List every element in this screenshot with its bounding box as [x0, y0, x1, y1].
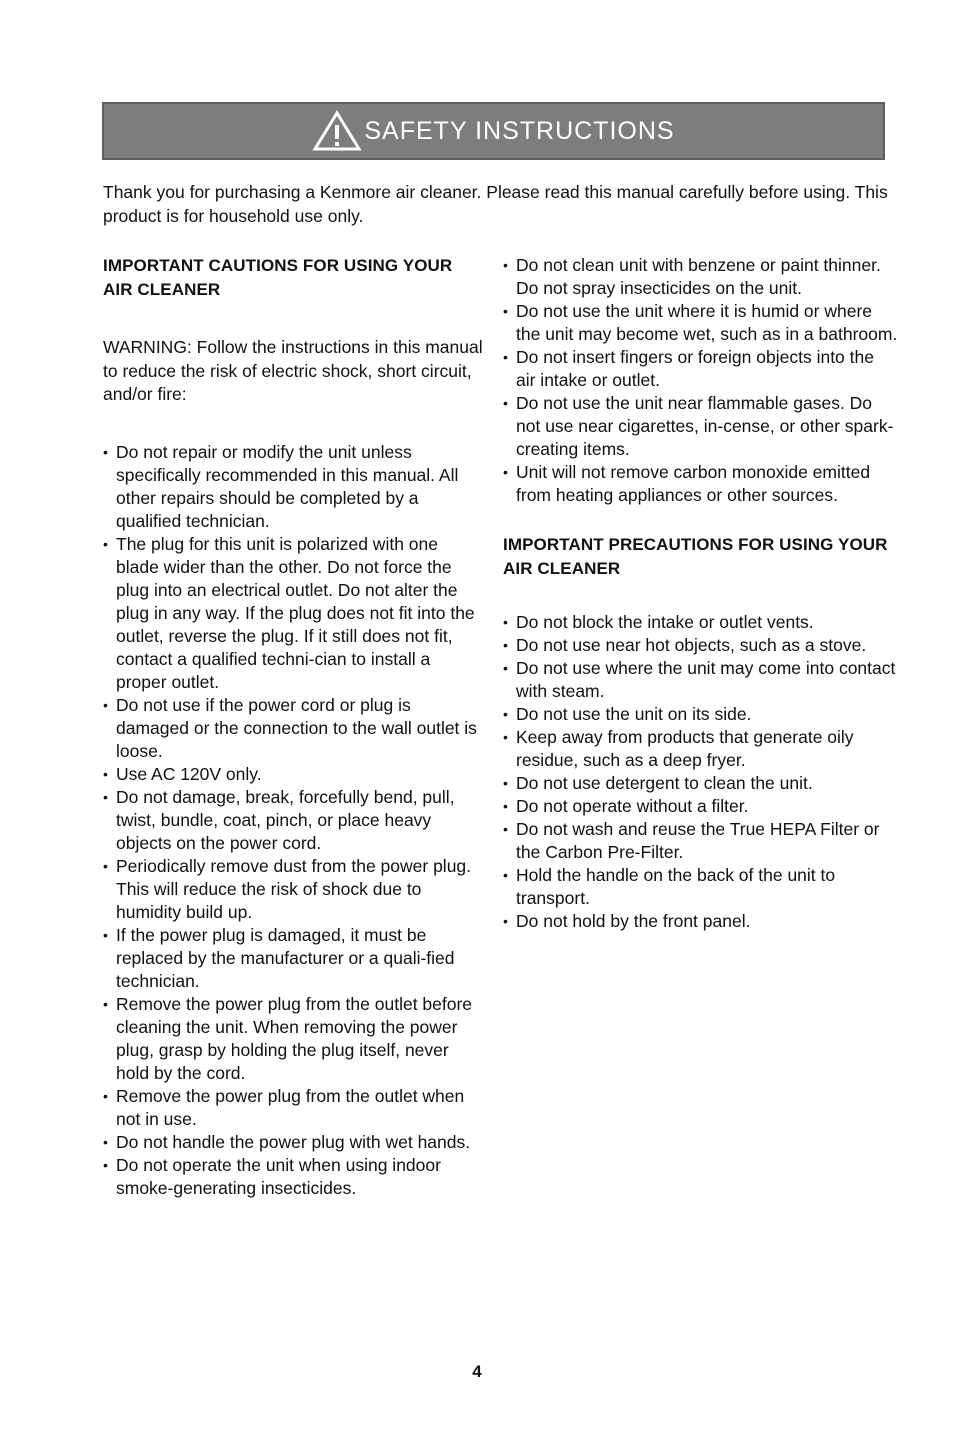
- list-item: • Do not use if the power cord or plug is damaged or the connection to the wall outlet is loose.: [103, 694, 485, 763]
- list-item: • Do not clean unit with benzene or paint thinner. Do not spray insecticides on the unit.: [503, 254, 898, 300]
- list-item: • Keep away from products that generate oily residue, such as a deep fryer.: [503, 726, 898, 772]
- list-item: • Use AC 120V only.: [103, 763, 485, 786]
- list-item: • Unit will not remove carbon monoxide emitted from heating appliances or other sources.: [503, 461, 898, 507]
- intro-paragraph: Thank you for purchasing a Kenmore air cleaner. Please read this manual carefully before using. This product is for household use only.: [103, 182, 888, 226]
- list-item: • Do not use the unit where it is humid or where the unit may become wet, such as in a bathroom.: [503, 300, 898, 346]
- cautions-list: [103, 441, 485, 1200]
- list-item: • Do not repair or modify the unit unless specifically recommended in this manual. All other repairs should be completed by a qualified technician.: [103, 441, 485, 533]
- warning-text: WARNING: Follow the instructions in this manual to reduce the risk of electric shock, short circuit, and/or fire:: [103, 337, 483, 404]
- list-item: • Do not use where the unit may come into contact with steam.: [503, 657, 898, 703]
- warning-triangle-icon: [312, 110, 362, 152]
- precautions-heading: IMPORTANT PRECAUTIONS FOR USING YOUR AIR CLEANER: [503, 535, 888, 578]
- left-column: [103, 254, 485, 1200]
- list-item: • Do not operate without a filter.: [503, 795, 898, 818]
- right-column: [503, 254, 898, 933]
- page-number: 4: [472, 1362, 482, 1381]
- list-item: • Remove the power plug from the outlet when not in use.: [103, 1085, 485, 1131]
- list-item: • Do not operate the unit when using indoor smoke-generating insecticides.: [103, 1154, 485, 1200]
- list-item: • Do not use near hot objects, such as a stove.: [503, 634, 898, 657]
- list-item: • Do not damage, break, forcefully bend, pull, twist, bundle, coat, pinch, or place heavy objects on the power cord.: [103, 786, 485, 855]
- safety-banner: [102, 102, 885, 160]
- banner-content: [312, 110, 674, 152]
- list-item: • Hold the handle on the back of the unit to transport.: [503, 864, 898, 910]
- banner-title: SAFETY INSTRUCTIONS: [364, 116, 675, 145]
- list-item: • Do not use detergent to clean the unit.: [503, 772, 898, 795]
- list-item: • The plug for this unit is polarized with one blade wider than the other. Do not force the plug into an electrical outlet. Do not alter the plug in any way. If the plug does not fit into the outlet, reverse the plug. If it still does not fit, contact a qualified techni-cian to install a proper outlet.: [103, 533, 485, 694]
- list-item: • If the power plug is damaged, it must be replaced by the manufacturer or a quali-fied technician.: [103, 924, 485, 993]
- list-item: • Do not handle the power plug with wet hands.: [103, 1131, 485, 1154]
- list-item: • Do not insert fingers or foreign objects into the air intake or outlet.: [503, 346, 898, 392]
- precautions-list: [503, 611, 898, 933]
- list-item: • Remove the power plug from the outlet before cleaning the unit. When removing the power plug, grasp by holding the plug itself, never hold by the cord.: [103, 993, 485, 1085]
- list-item: • Do not block the intake or outlet vents.: [503, 611, 898, 634]
- list-item: • Do not hold by the front panel.: [503, 910, 898, 933]
- cautions-heading: IMPORTANT CAUTIONS FOR USING YOUR AIR CLEANER: [103, 256, 453, 299]
- list-item: • Do not use the unit on its side.: [503, 703, 898, 726]
- cautions-continued-list: [503, 254, 898, 507]
- list-item: • Do not wash and reuse the True HEPA Filter or the Carbon Pre-Filter.: [503, 818, 898, 864]
- list-item: • Do not use the unit near flammable gases. Do not use near cigarettes, in-cense, or other spark-creating items.: [503, 392, 898, 461]
- list-item: • Periodically remove dust from the power plug. This will reduce the risk of shock due to humidity build up.: [103, 855, 485, 924]
